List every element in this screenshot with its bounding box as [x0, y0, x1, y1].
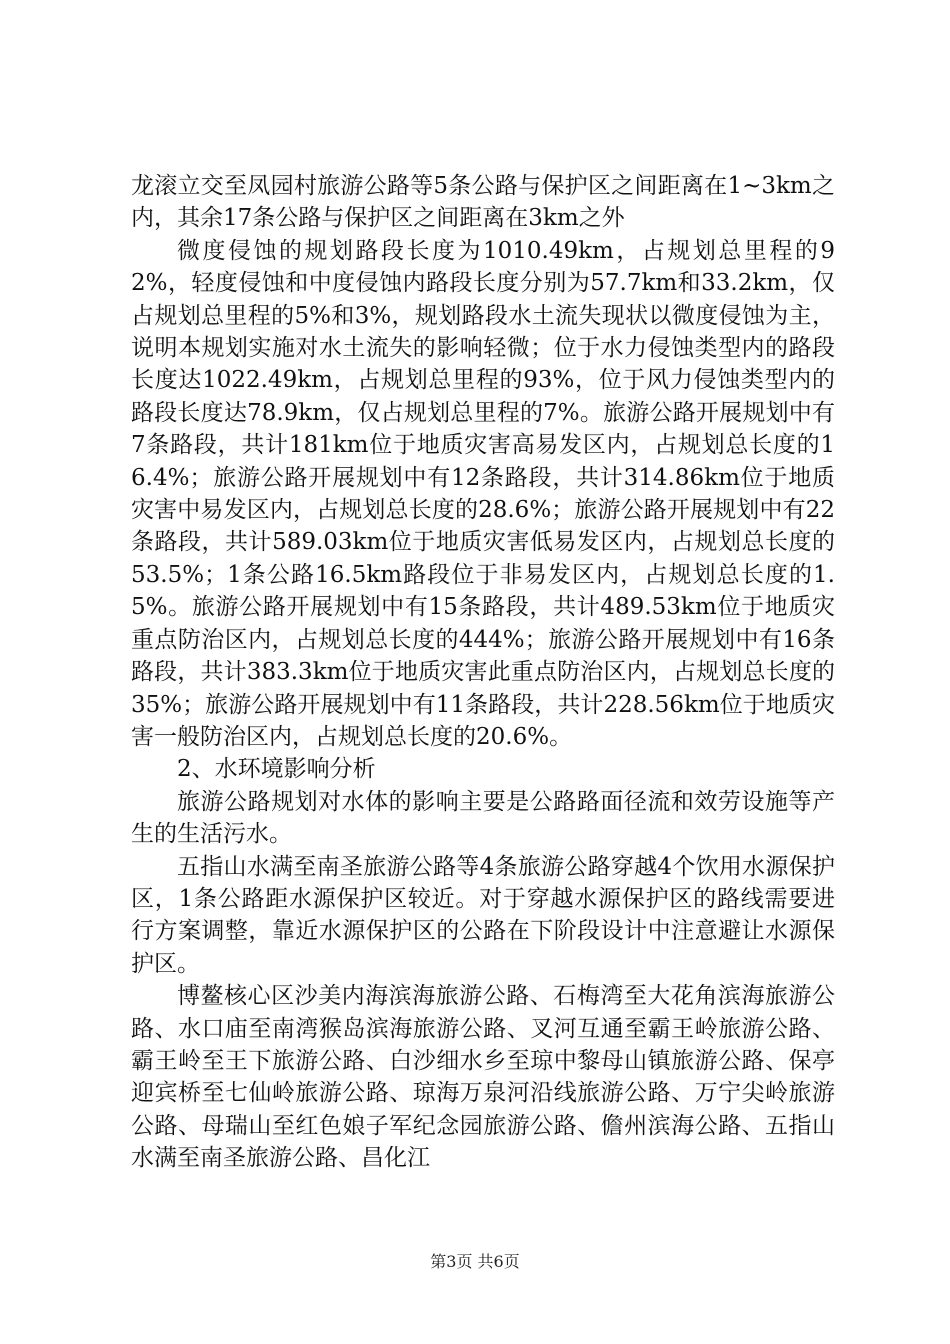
paragraph-erosion-geohazard: 微度侵蚀的规划路段长度为1010.49km，占规划总里程的92%，轻度侵蚀和中度侵蚀内路段长度分别为57.7km和33.2km，仅占规划总里程的5%和3%，规划路段水土流失现状以微度侵蚀为主，说明本规划实施对水土流失的影响轻微；位于水力侵蚀类型内的路段长度达1022.49km，占规划总里程的93%，位于风力侵蚀类型内的路段长度达78.9km，仅占规划总里程的7%。旅游公路开展规划中有7条路段，共计181km位于地质灾害高易发区内，占规划总长度的16.4%；旅游公路开展规划中有12条路段，共计314.86km位于地质灾害中易发区内，占规划总长度的28.6%；旅游公路开展规划中有22条路段，共计589.03km位于地质灾害低易发区内，占规划总长度的53.5%；1条公路16.5km路段位于非易发区内，占规划总长度的1.5%。旅游公路开展规划中有15条路段，共计489.53km位于地质灾重点防治区内，占规划总长度的444%；旅游公路开展规划中有16条路段，共计383.3km位于地质灾害此重点防治区内，占规划总长度的35%；旅游公路开展规划中有11条路段，共计228.56km位于地质灾害一般防治区内，占规划总长度的20.6%。 — [131, 237, 835, 750]
page-number-footer: 第3页 共6页 — [430, 1252, 520, 1271]
document-body — [131, 170, 835, 1175]
paragraph-water-impact: 旅游公路规划对水体的影响主要是公路路面径流和效劳设施等产生的生活污水。 — [131, 788, 835, 848]
paragraph-protected-area-distance: 龙滚立交至凤园村旅游公路等5条公路与保护区之间距离在1~3km之内，其余17条公路与保护区之间距离在3km之外 — [131, 173, 835, 232]
section-heading-water-environment: 2、水环境影响分析 — [177, 756, 376, 783]
paragraph-coastal-roads: 博鳌核心区沙美内海滨海旅游公路、石梅湾至大花角滨海旅游公路、水口庙至南湾猴岛滨海旅游公路、叉河互通至霸王岭旅游公路、霸王岭至王下旅游公路、白沙细水乡至琼中黎母山镇旅游公路、保亭迎宾桥至七仙岭旅游公路、琼海万泉河沿线旅游公路、万宁尖岭旅游公路、母瑞山至红色娘子军纪念园旅游公路、儋州滨海公路、五指山水满至南圣旅游公路、昌化江 — [131, 983, 835, 1172]
paragraph-water-source-protection: 五指山水满至南圣旅游公路等4条旅游公路穿越4个饮用水源保护区，1条公路距水源保护区较近。对于穿越水源保护区的路线需要进行方案调整，靠近水源保护区的公路在下阶段设计中注意避让水源保护区。 — [131, 853, 835, 977]
